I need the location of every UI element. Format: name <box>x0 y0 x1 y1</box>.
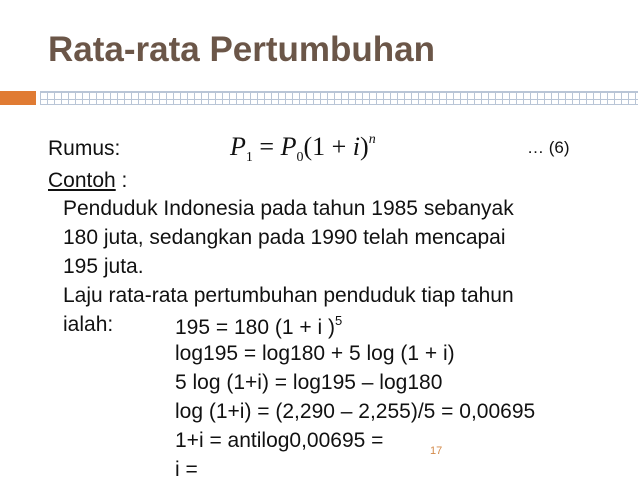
equation-step-6: i = <box>175 458 198 481</box>
ialah-label: ialah: <box>63 313 114 336</box>
slide-title: Rata-rata Pertumbuhan <box>48 30 436 69</box>
example-line-3: 195 juta. <box>63 255 144 278</box>
formula-reference: … (6) <box>527 138 570 157</box>
slide-number: 17 <box>430 445 443 457</box>
growth-formula: $P_1 = P_0(1 + i)^n$ <box>230 132 376 165</box>
equation-step-5: 1+i = antilog0,00695 = <box>175 429 384 452</box>
title-divider-grid <box>40 91 638 105</box>
example-heading: Contoh : <box>48 169 128 192</box>
equation-step-4: log (1+i) = (2,290 – 2,255)/5 = 0,00695 <box>175 400 536 423</box>
title-accent-bar <box>0 91 36 105</box>
formula-label: Rumus: <box>48 137 121 160</box>
example-line-4: Laju rata-rata pertumbuhan penduduk tiap tahun <box>63 284 514 307</box>
equation-step-1: 195 = 180 (1 + i )$^5$ <box>175 313 343 339</box>
example-line-2: 180 juta, sedangkan pada 1990 telah mencapai <box>63 226 506 249</box>
equation-step-2: log195 = log180 + 5 log (1 + i) <box>175 342 455 365</box>
equation-step-3: 5 log (1+i) = log195 – log180 <box>175 371 443 394</box>
example-line-1: Penduduk Indonesia pada tahun 1985 sebanyak <box>63 197 514 220</box>
